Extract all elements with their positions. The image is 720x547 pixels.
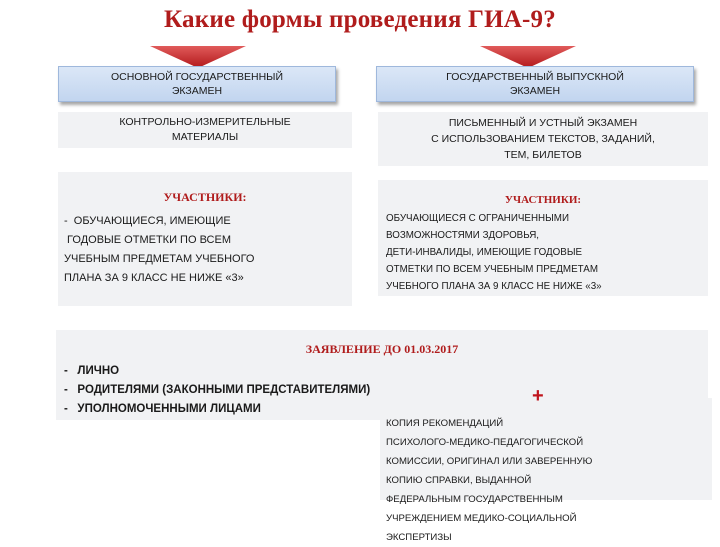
application-item: - УПОЛНОМОЧЕННЫМИ ЛИЦАМИ xyxy=(64,403,261,415)
form-box-oge xyxy=(58,112,352,148)
form-gve-line: ПИСЬМЕННЫЙ И УСТНЫЙ ЭКЗАМЕН xyxy=(448,117,638,129)
header-gve-line: ГОСУДАРСТВЕННЫЙ ВЫПУСКНОЙ xyxy=(446,71,624,83)
application-item: - РОДИТЕЛЯМИ (ЗАКОННЫМИ ПРЕДСТАВИТЕЛЯМИ) xyxy=(64,384,371,396)
header-oge-line: ЭКЗАМЕН xyxy=(171,85,223,97)
participants-oge-line: - ОБУЧАЮЩИЕСЯ, ИМЕЮЩИЕ xyxy=(64,215,231,227)
header-oge-line: ОСНОВНОЙ ГОСУДАРСТВЕННЫЙ xyxy=(110,71,284,83)
participants-oge-line: ПЛАНА ЗА 9 КЛАСС НЕ НИЖЕ «3» xyxy=(64,272,244,284)
application-heading: ЗАЯВЛЕНИЕ ДО 01.03.2017 xyxy=(305,342,459,356)
participants-oge-line: ГОДОВЫЕ ОТМЕТКИ ПО ВСЕМ xyxy=(64,234,231,246)
arrow-down-icon-left xyxy=(150,46,246,68)
copy-line: КОМИССИИ, ОРИГИНАЛ ИЛИ ЗАВЕРЕННУЮ xyxy=(386,456,593,467)
participants-gve-line: ОБУЧАЮЩИЕСЯ С ОГРАНИЧЕННЫМИ xyxy=(386,213,569,224)
copy-line: ЭКСПЕРТИЗЫ xyxy=(386,532,452,543)
page-title: Какие формы проведения ГИА-9? xyxy=(164,6,556,33)
participants-box-oge xyxy=(58,172,352,306)
form-box-gve xyxy=(378,112,708,166)
application-item: - ЛИЧНО xyxy=(64,365,120,377)
plus-icon: + xyxy=(532,385,544,407)
participants-oge-line: УЧЕБНЫМ ПРЕДМЕТАМ УЧЕБНОГО xyxy=(64,253,255,265)
participants-gve-line: ДЕТИ-ИНВАЛИДЫ, ИМЕЮЩИЕ ГОДОВЫЕ xyxy=(386,247,583,258)
header-oge xyxy=(58,66,336,102)
participants-box-gve xyxy=(378,180,708,296)
header-gve-line: ЭКЗАМЕН xyxy=(509,85,561,97)
arrow-down-icon-right xyxy=(480,46,576,68)
copy-line: ФЕДЕРАЛЬНЫМ ГОСУДАРСТВЕННЫМ xyxy=(386,494,563,505)
form-oge-line: КОНТРОЛЬНО-ИЗМЕРИТЕЛЬНЫЕ xyxy=(119,116,291,128)
form-gve-line: С ИСПОЛЬЗОВАНИЕМ ТЕКСТОВ, ЗАДАНИЙ, xyxy=(431,133,655,145)
copy-line: КОПИЮ СПРАВКИ, ВЫДАННОЙ xyxy=(386,475,532,486)
participants-gve-line: ВОЗМОЖНОСТЯМИ ЗДОРОВЬЯ, xyxy=(386,230,540,241)
header-gve xyxy=(376,66,694,102)
copy-text xyxy=(386,414,716,547)
form-oge-line: МАТЕРИАЛЫ xyxy=(171,131,239,143)
participants-heading: УЧАСТНИКИ: xyxy=(163,190,247,204)
copy-line: КОПИЯ РЕКОМЕНДАЦИЙ xyxy=(386,418,504,429)
form-gve-line: ТЕМ, БИЛЕТОВ xyxy=(504,149,582,161)
copy-line: ПСИХОЛОГО-МЕДИКО-ПЕДАГОГИЧЕСКОЙ xyxy=(386,437,584,448)
participants-gve-line: УЧЕБНОГО ПЛАНА ЗА 9 КЛАСС НЕ НИЖЕ «3» xyxy=(386,281,602,292)
participants-heading: УЧАСТНИКИ: xyxy=(504,194,582,206)
copy-line: УЧРЕЖДЕНИЕМ МЕДИКО-СОЦИАЛЬНОЙ xyxy=(386,513,577,524)
participants-gve-line: ОТМЕТКИ ПО ВСЕМ УЧЕБНЫМ ПРЕДМЕТАМ xyxy=(386,264,598,275)
